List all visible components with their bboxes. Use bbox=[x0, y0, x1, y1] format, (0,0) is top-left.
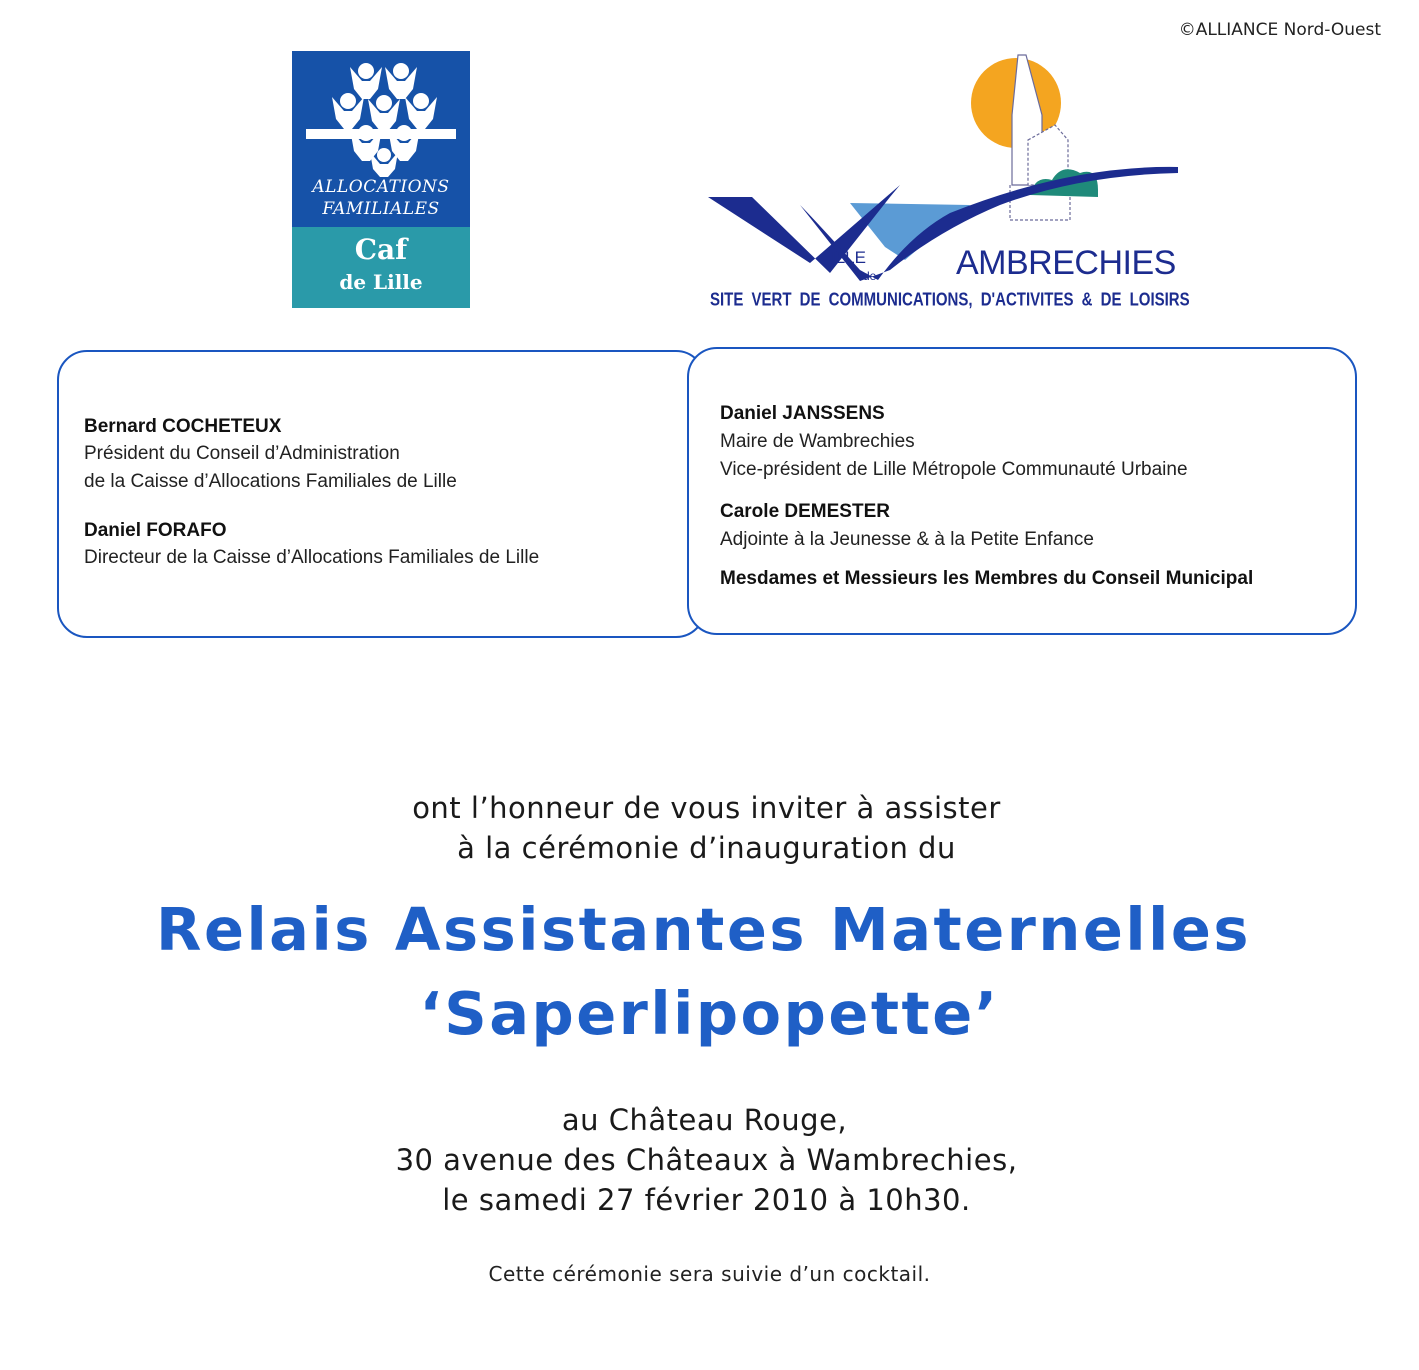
official-title: de la Caisse d’Allocations Familiales de Lille bbox=[84, 471, 457, 492]
city-officials-box bbox=[687, 347, 1357, 635]
venue-line: le samedi 27 février 2010 à 10h30. bbox=[442, 1183, 971, 1217]
official-name: Carole DEMESTER bbox=[720, 501, 890, 522]
official-title: Directeur de la Caisse d’Allocations Familiales de Lille bbox=[84, 547, 540, 568]
wambrechies-name: AMBRECHIES bbox=[956, 244, 1176, 282]
invitation-intro bbox=[0, 788, 1419, 868]
intro-line: à la cérémonie d’inauguration du bbox=[457, 831, 956, 865]
official-name: Bernard COCHETEUX bbox=[84, 416, 282, 437]
wambrechies-logo bbox=[700, 45, 1200, 320]
family-figures-icon bbox=[306, 59, 456, 177]
official-block bbox=[84, 518, 539, 572]
venue-line: 30 avenue des Châteaux à Wambrechies, bbox=[395, 1143, 1018, 1177]
official-block bbox=[84, 414, 539, 496]
caf-logo-name: Caf bbox=[354, 233, 408, 266]
official-title: Adjointe à la Jeunesse & à la Petite Enfance bbox=[720, 529, 1094, 550]
caf-officials-box bbox=[57, 350, 706, 638]
event-title-line1: Relais Assistantes Maternelles bbox=[156, 895, 1251, 964]
caf-logo bbox=[292, 51, 470, 308]
caf-logo-top bbox=[292, 51, 470, 227]
wambrechies-tagline: SITE VERT DE COMMUNICATIONS, D'ACTIVITES & DE LOISIRS bbox=[710, 290, 1190, 311]
wambrechies-de: de bbox=[863, 269, 877, 283]
wambrechies-ille: ILLE bbox=[831, 248, 866, 267]
official-block bbox=[720, 498, 1253, 554]
event-venue bbox=[0, 1100, 1419, 1220]
caf-logo-city: de Lille bbox=[339, 270, 423, 294]
event-title-line2: ‘Saperlipopette’ bbox=[419, 979, 1000, 1048]
cocktail-note: Cette cérémonie sera suivie d’un cocktail. bbox=[488, 1262, 931, 1286]
official-title: Maire de Wambrechies bbox=[720, 431, 915, 452]
caf-logo-line2: FAMILIALES bbox=[322, 199, 440, 219]
caf-logo-line1: ALLOCATIONS bbox=[312, 177, 450, 197]
official-title: Vice-président de Lille Métropole Communauté Urbaine bbox=[720, 459, 1188, 480]
official-title: Président du Conseil d’Administration bbox=[84, 443, 400, 464]
copyright-notice: ©ALLIANCE Nord-Ouest bbox=[1178, 20, 1381, 40]
venue-line: au Château Rouge, bbox=[561, 1103, 848, 1137]
official-name: Daniel FORAFO bbox=[84, 520, 227, 541]
intro-line: ont l’honneur de vous inviter à assister bbox=[412, 791, 1001, 825]
official-name: Daniel JANSSENS bbox=[720, 403, 885, 424]
official-block bbox=[720, 400, 1253, 484]
council-members: Mesdames et Messieurs les Membres du Conseil Municipal bbox=[720, 568, 1254, 589]
